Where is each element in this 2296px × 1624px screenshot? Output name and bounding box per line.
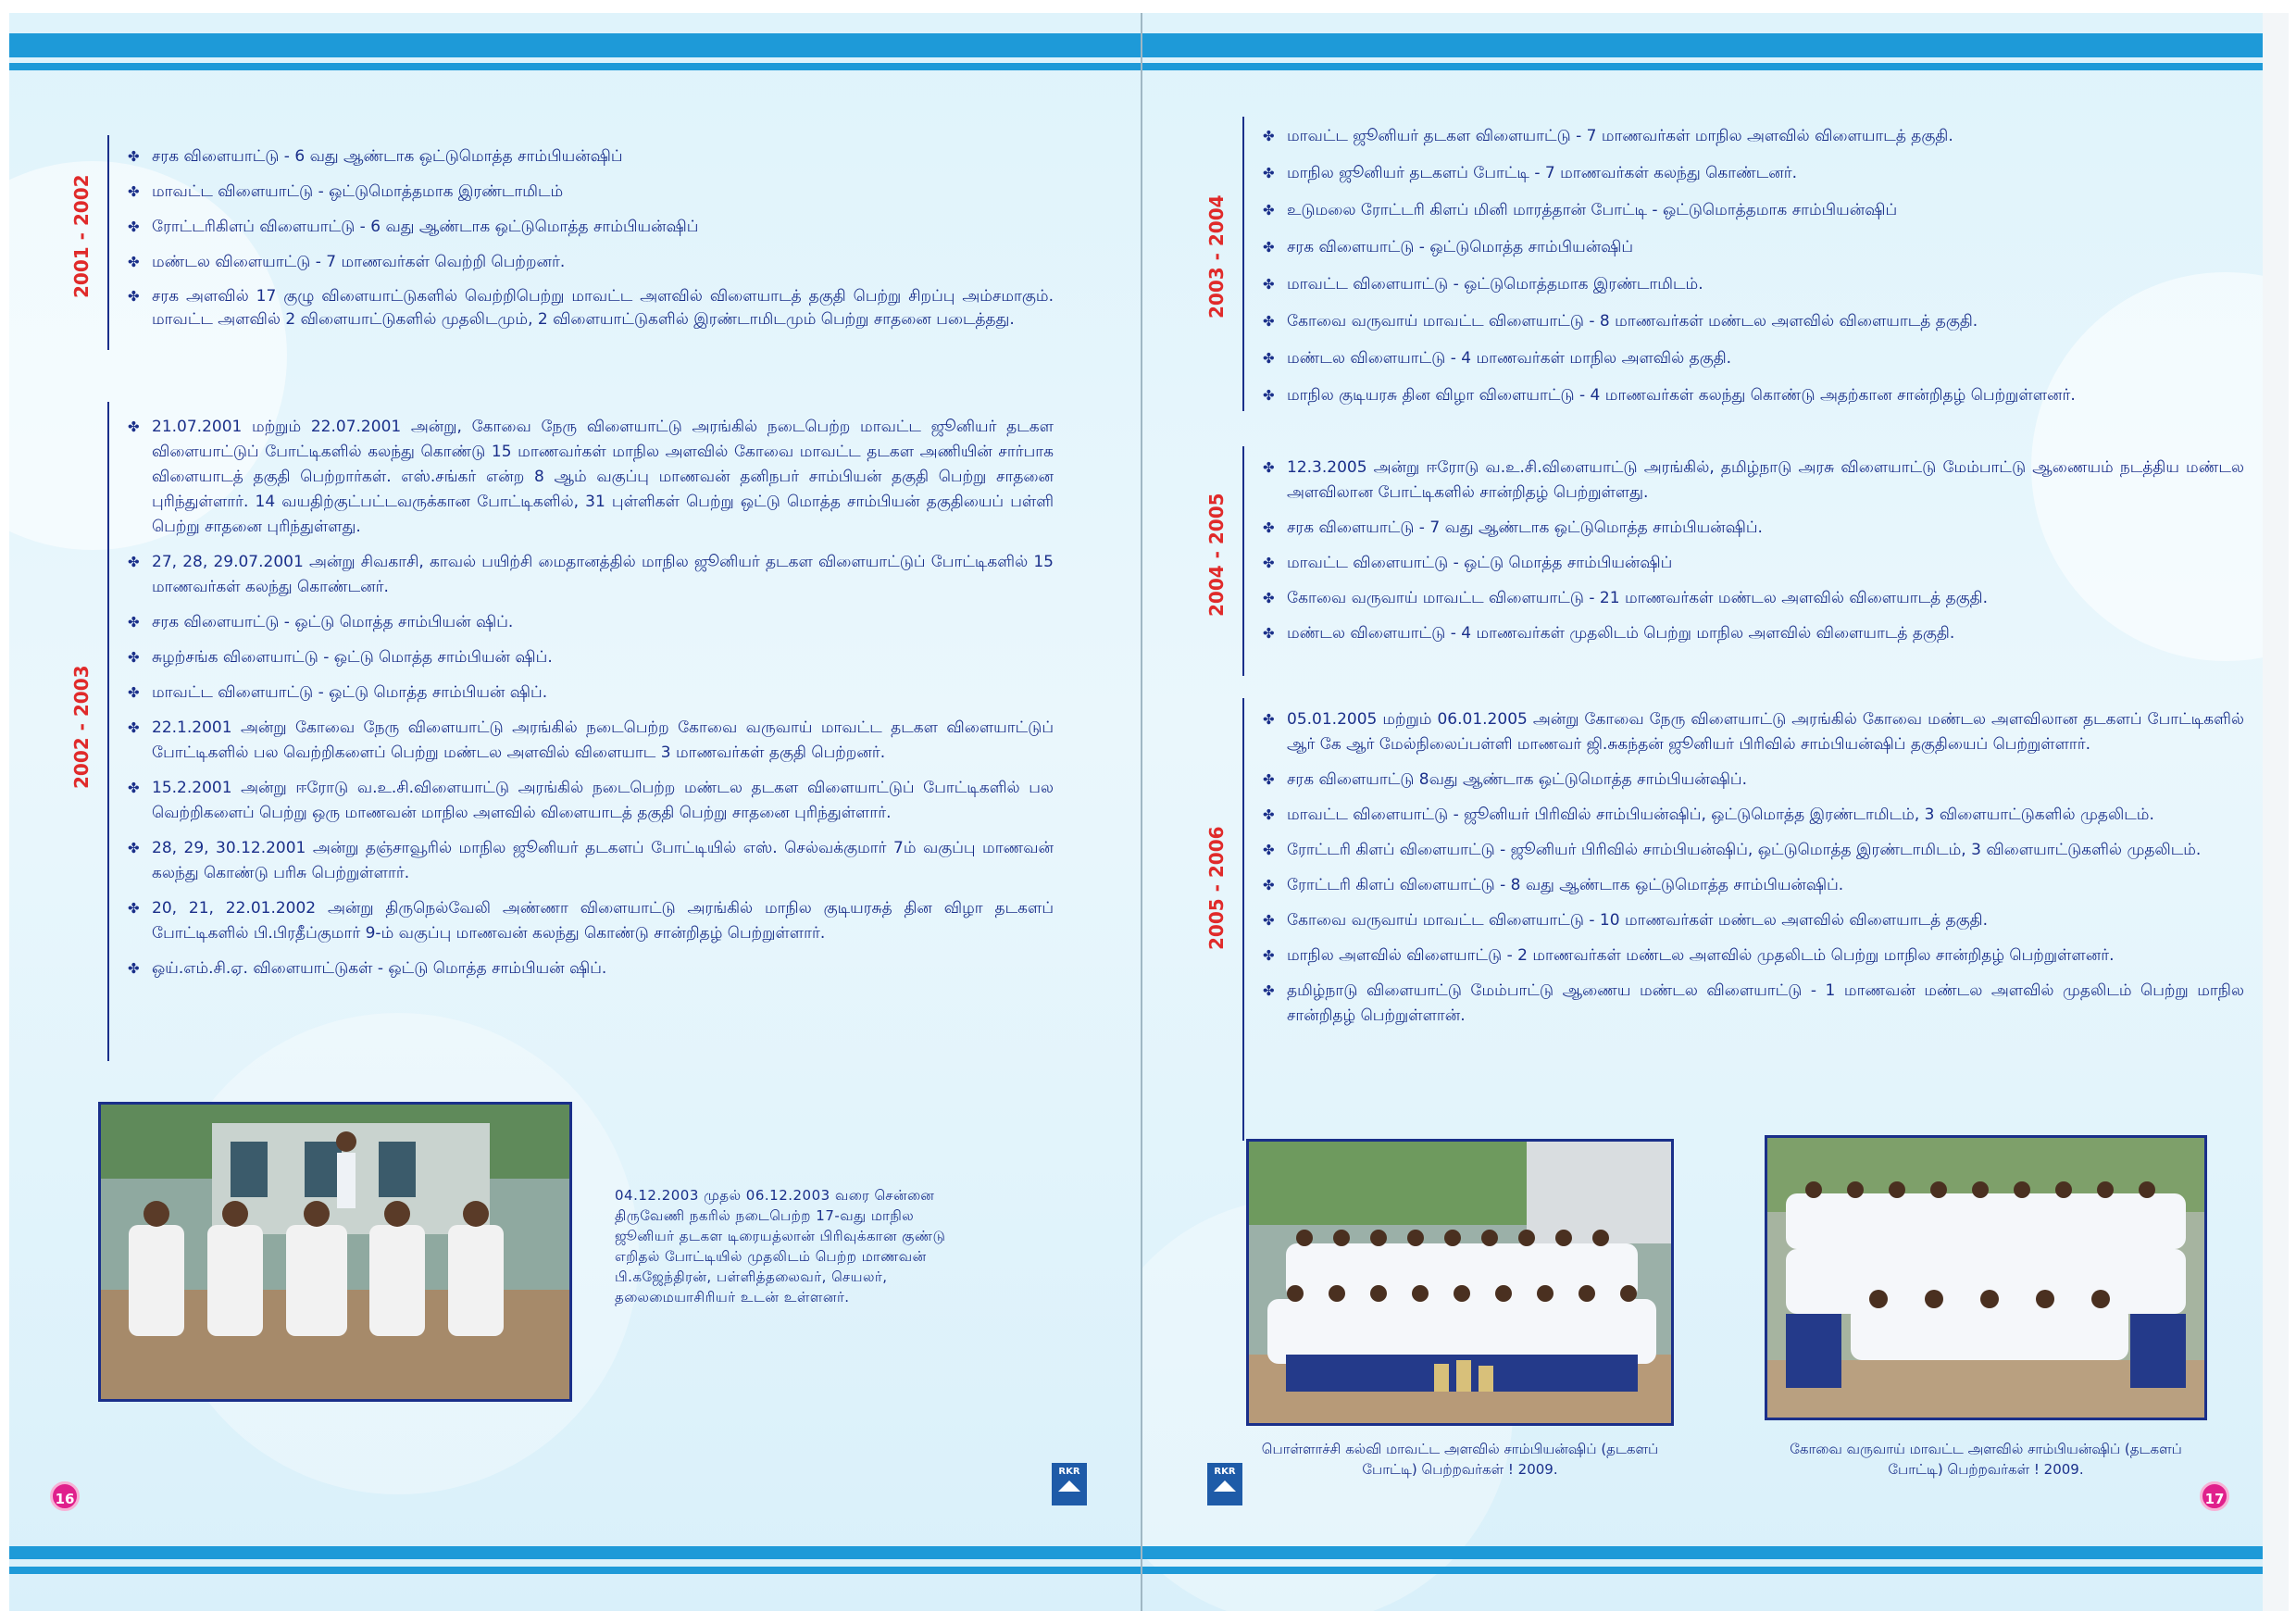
section-divider-line bbox=[1242, 117, 1244, 411]
achievement-list bbox=[128, 415, 1054, 992]
list-item: ✤ சரக விளையாட்டு - 6 வது ஆண்டாக ஒட்டுமொத்த சாம்பியன்ஷிப் bbox=[128, 144, 1054, 169]
left-page bbox=[9, 13, 1141, 1611]
list-item: ✤ கோவை வருவாய் மாவட்ட விளையாட்டு - 21 மாணவர்கள் மண்டல அளவில் விளையாடத் தகுதி. bbox=[1263, 586, 2244, 611]
year-label: 2005 - 2006 bbox=[1205, 826, 1228, 950]
right-page bbox=[1142, 13, 2289, 1611]
top-band-thin bbox=[1142, 63, 2289, 70]
list-item: ✤ ரோட்டரி கிளப் விளையாட்டு - ஜூனியர் பிரிவில் சாம்பியன்ஷிப், ஒட்டுமொத்த இரண்டாமிடம், 3 விளையாட்டுகளில் முதலிடம். bbox=[1263, 838, 2244, 863]
list-item: ✤ மண்டல விளையாட்டு - 7 மாணவர்கள் வெற்றி பெற்றனர். bbox=[128, 250, 1054, 275]
list-item: ✤ தமிழ்நாடு விளையாட்டு மேம்பாட்டு ஆணைய மண்டல விளையாட்டு - 1 மாணவன் மண்டல அளவில் முதலிடம் பெற்று மாநில சான்றிதழ் பெற்றுள்ளான். bbox=[1263, 979, 2244, 1029]
list-item: ✤ மாவட்ட விளையாட்டு - ஜூனியர் பிரிவில் சாம்பியன்ஷிப், ஒட்டுமொத்த இரண்டாமிடம், 3 விளையாட்டுகளில் முதலிடம். bbox=[1263, 803, 2244, 828]
section-2003-2004 bbox=[1189, 117, 2253, 411]
list-item: ✤ மாவட்ட விளையாட்டு - ஒட்டு மொத்த சாம்பியன் ஷிப். bbox=[128, 681, 1054, 706]
list-item: ✤ சரக விளையாட்டு - ஒட்டு மொத்த சாம்பியன் ஷிப். bbox=[128, 610, 1054, 635]
list-item: ✤ 21.07.2001 மற்றும் 22.07.2001 அன்று, கோவை நேரு விளையாட்டு அரங்கில் நடைபெற்ற மாவட்ட ஜூனியர் தடகள விளையாட்டுப் போட்டிகளில் கலந்து கொண்டு 15 மாணவர்கள் மாநில அளவில் கோவை மாவட்ட தடகள அணியின் சார்பாக விளையாடத் தகுதி பெற்றார்கள். எஸ்.சங்கர் என்ற 8 ஆம் வகுப்பு மாணவன் தனிநபர் சாம்பியன் தகுதி பெற்று சாதனை புரிந்துள்ளார். 14 வயதிற்குட்பட்டவருக்கான போட்டிகளில், 31 புள்ளிகள் பெற்று ஒட்டு மொத்த சாம்பியன் தகுதியைப் பள்ளி பெற்று சாதனை புரிந்துள்ளது. bbox=[128, 415, 1054, 540]
achievement-list bbox=[1263, 124, 2244, 420]
logo-roof-icon bbox=[1214, 1480, 1236, 1492]
section-2001-2002 bbox=[63, 135, 1081, 350]
section-2005-2006 bbox=[1189, 698, 2253, 1141]
year-label: 2001 - 2002 bbox=[70, 174, 93, 298]
list-item: ✤ கோவை வருவாய் மாவட்ட விளையாட்டு - 10 மாணவர்கள் மண்டல அளவில் விளையாடத் தகுதி. bbox=[1263, 908, 2244, 933]
top-band-thin bbox=[9, 63, 1141, 70]
team-photo-image bbox=[1249, 1142, 1671, 1423]
photo-caption: பொள்ளாச்சி கல்வி மாவட்ட அளவில் சாம்பியன்ஷிப் (தடகளப் போட்டி) பெற்றவர்கள் ! 2009. bbox=[1261, 1441, 1659, 1478]
photo-caption: 04.12.2003 முதல் 06.12.2003 வரை சென்னை திருவேணி நகரில் நடைபெற்ற 17-வது மாநில ஜூனியர் தடகள டிரையத்லான் பிரிவுக்கான குண்டு எறிதல் போட்டியில் முதலிடம் பெற்ற மாணவன் பி.கஜேந்திரன், பள்ளித்தலைவர், செயலர், தலைமையாசிரியர் உடன் உள்ளனர். bbox=[615, 1187, 946, 1305]
year-label: 2003 - 2004 bbox=[1205, 194, 1228, 319]
list-item: ✤ மாநில அளவில் விளையாட்டு - 2 மாணவர்கள் மண்டல அளவில் முதலிடம் பெற்று மாநில சான்றிதழ் பெற்றுள்ளனர். bbox=[1263, 943, 2244, 968]
bottom-band bbox=[1142, 1546, 2289, 1559]
list-item: ✤ மாவட்ட விளையாட்டு - ஒட்டு மொத்த சாம்பியன்ஷிப் bbox=[1263, 551, 2244, 576]
photo-caption: கோவை வருவாய் மாவட்ட அளவில் சாம்பியன்ஷிப் (தடகளப் போட்டி) பெற்றவர்கள் ! 2009. bbox=[1790, 1441, 2182, 1478]
page-number: 17 bbox=[2200, 1481, 2229, 1511]
section-divider-line bbox=[1242, 698, 1244, 1141]
award-photo-image bbox=[101, 1105, 569, 1399]
list-item: ✤ மாவட்ட விளையாட்டு - ஒட்டுமொத்தமாக இரண்டாமிடம். bbox=[1263, 272, 2244, 297]
bottom-band-thin bbox=[9, 1567, 1141, 1574]
list-item: ✤ மாவட்ட ஜூனியர் தடகள விளையாட்டு - 7 மாணவர்கள் மாநில அளவில் விளையாடத் தகுதி. bbox=[1263, 124, 2244, 149]
list-item: ✤ 20, 21, 22.01.2002 அன்று திருநெல்வேலி அண்ணா விளையாட்டு அரங்கில் மாநில குடியரசுத் தின விழா தடகளப் போட்டிகளில் பி.பிரதீப்குமார் 9-ம் வகுப்பு மாணவன் கலந்து கொண்டு சான்றிதழ் பெற்றுள்ளார். bbox=[128, 896, 1054, 946]
list-item: ✤ மாநில ஜூனியர் தடகளப் போட்டி - 7 மாணவர்கள் கலந்து கொண்டனர். bbox=[1263, 161, 2244, 186]
section-2004-2005 bbox=[1189, 446, 2253, 676]
bottom-band bbox=[9, 1546, 1141, 1559]
list-item: ✤ சரக அளவில் 17 குழு விளையாட்டுகளில் வெற்றிபெற்று மாவட்ட அளவில் விளையாடத் தகுதி பெற்று சிறப்பு அம்சமாகும். மாவட்ட அளவில் 2 விளையாட்டுகளில் முதலிடமும், 2 விளையாட்டுகளில் இரண்டாமிடமும் பெற்று சாதனை படைத்தது. bbox=[128, 285, 1054, 331]
page-number: 16 bbox=[50, 1481, 80, 1511]
team-photo-image bbox=[1767, 1138, 2204, 1418]
list-item: ✤ 15.2.2001 அன்று ஈரோடு வ.உ.சி.விளையாட்டு அரங்கில் நடைபெற்ற மண்டல தடகள விளையாட்டுப் போட்டிகளில் பல வெற்றிகளைப் பெற்று ஒரு மாணவன் மாநில அளவில் விளையாடத் தகுதி பெற்று சாதனை புரிந்துள்ளார். bbox=[128, 776, 1054, 826]
section-divider-line bbox=[107, 402, 109, 1061]
list-item: ✤ ரோட்டரி கிளப் விளையாட்டு - 8 வது ஆண்டாக ஒட்டுமொத்த சாம்பியன்ஷிப். bbox=[1263, 873, 2244, 898]
team-photo-pollachi bbox=[1246, 1139, 1674, 1426]
top-band bbox=[1142, 33, 2289, 57]
year-label: 2004 - 2005 bbox=[1205, 493, 1228, 617]
list-item: ✤ 05.01.2005 மற்றும் 06.01.2005 அன்று கோவை நேரு விளையாட்டு அரங்கில் கோவை மண்டல அளவிலான தடகளப் போட்டிகளில் ஆர் கே ஆர் மேல்நிலைப்பள்ளி மாணவர் ஜி.சுகந்தன் ஜூனியர் பிரிவில் சாம்பியன்ஷிப் தகுதியைப் பெற்றுள்ளார். bbox=[1263, 707, 2244, 757]
school-logo bbox=[1052, 1463, 1087, 1505]
list-item: ✤ 22.1.2001 அன்று கோவை நேரு விளையாட்டு அரங்கில் நடைபெற்ற கோவை வருவாய் மாவட்ட தடகள விளையாட்டுப் போட்டிகளில் பல வெற்றிகளைப் பெற்று மண்டல அளவில் விளையாட 3 மாணவர்கள் தகுதி பெற்றனர். bbox=[128, 716, 1054, 766]
logo-text: RKR bbox=[1214, 1467, 1236, 1477]
list-item: ✤ கோவை வருவாய் மாவட்ட விளையாட்டு - 8 மாணவர்கள் மண்டல அளவில் விளையாடத் தகுதி. bbox=[1263, 309, 2244, 334]
list-item: ✤ உடுமலை ரோட்டரி கிளப் மினி மாரத்தான் போட்டி - ஒட்டுமொத்தமாக சாம்பியன்ஷிப் bbox=[1263, 198, 2244, 223]
list-item: ✤ சுழற்சங்க விளையாட்டு - ஒட்டு மொத்த சாம்பியன் ஷிப். bbox=[128, 645, 1054, 670]
achievement-list bbox=[128, 144, 1054, 342]
team-photo-coimbatore bbox=[1765, 1135, 2207, 1420]
achievement-list bbox=[1263, 707, 2244, 1039]
list-item: ✤ ரோட்டரிகிளப் விளையாட்டு - 6 வது ஆண்டாக ஒட்டுமொத்த சாம்பியன்ஷிப் bbox=[128, 215, 1054, 240]
section-divider-line bbox=[1242, 446, 1244, 676]
booklet-spread bbox=[9, 13, 2289, 1611]
list-item: ✤ சரக விளையாட்டு - ஒட்டுமொத்த சாம்பியன்ஷிப் bbox=[1263, 235, 2244, 260]
list-item: ✤ ஒய்.எம்.சி.ஏ. விளையாட்டுகள் - ஒட்டு மொத்த சாம்பியன் ஷிப். bbox=[128, 956, 1054, 981]
page-edge bbox=[2263, 13, 2289, 1611]
list-item: ✤ சரக விளையாட்டு 8வது ஆண்டாக ஒட்டுமொத்த சாம்பியன்ஷிப். bbox=[1263, 768, 2244, 793]
list-item: ✤ 28, 29, 30.12.2001 அன்று தஞ்சாவூரில் மாநில ஜூனியர் தடகளப் போட்டியில் எஸ். செல்வக்குமார் 7ம் வகுப்பு மாணவன் கலந்து கொண்டு பரிசு பெற்றுள்ளார். bbox=[128, 836, 1054, 886]
section-divider-line bbox=[107, 135, 109, 350]
achievement-list bbox=[1263, 456, 2244, 656]
list-item: ✤ மாவட்ட விளையாட்டு - ஒட்டுமொத்தமாக இரண்டாமிடம் bbox=[128, 180, 1054, 205]
logo-roof-icon bbox=[1058, 1480, 1080, 1492]
logo-text: RKR bbox=[1058, 1467, 1080, 1477]
list-item: ✤ சரக விளையாட்டு - 7 வது ஆண்டாக ஒட்டுமொத்த சாம்பியன்ஷிப். bbox=[1263, 516, 2244, 541]
list-item: ✤ 27, 28, 29.07.2001 அன்று சிவகாசி, காவல் பயிற்சி மைதானத்தில் மாநில ஜூனியர் தடகள விளையாட்டுப் போட்டிகளில் 15 மாணவர்கள் கலந்து கொண்டனர். bbox=[128, 550, 1054, 600]
school-logo bbox=[1207, 1463, 1242, 1505]
list-item: ✤ மண்டல விளையாட்டு - 4 மாணவர்கள் முதலிடம் பெற்று மாநில அளவில் விளையாடத் தகுதி. bbox=[1263, 621, 2244, 646]
list-item: ✤ 12.3.2005 அன்று ஈரோடு வ.உ.சி.விளையாட்டு அரங்கில், தமிழ்நாடு அரசு விளையாட்டு மேம்பாட்டு ஆணையம் நடத்திய மண்டல அளவிலான போட்டிகளில் சான்றிதழ் பெற்றுள்ளது. bbox=[1263, 456, 2244, 506]
bottom-band-thin bbox=[1142, 1567, 2289, 1574]
award-photo bbox=[98, 1102, 572, 1402]
year-label: 2002 - 2003 bbox=[70, 665, 93, 789]
section-2002-2003 bbox=[63, 402, 1081, 1061]
top-band bbox=[9, 33, 1141, 57]
list-item: ✤ மாநில குடியரசு தின விழா விளையாட்டு - 4 மாணவர்கள் கலந்து கொண்டு அதற்கான சான்றிதழ் பெற்றுள்ளனர். bbox=[1263, 383, 2244, 408]
list-item: ✤ மண்டல விளையாட்டு - 4 மாணவர்கள் மாநில அளவில் தகுதி. bbox=[1263, 346, 2244, 371]
